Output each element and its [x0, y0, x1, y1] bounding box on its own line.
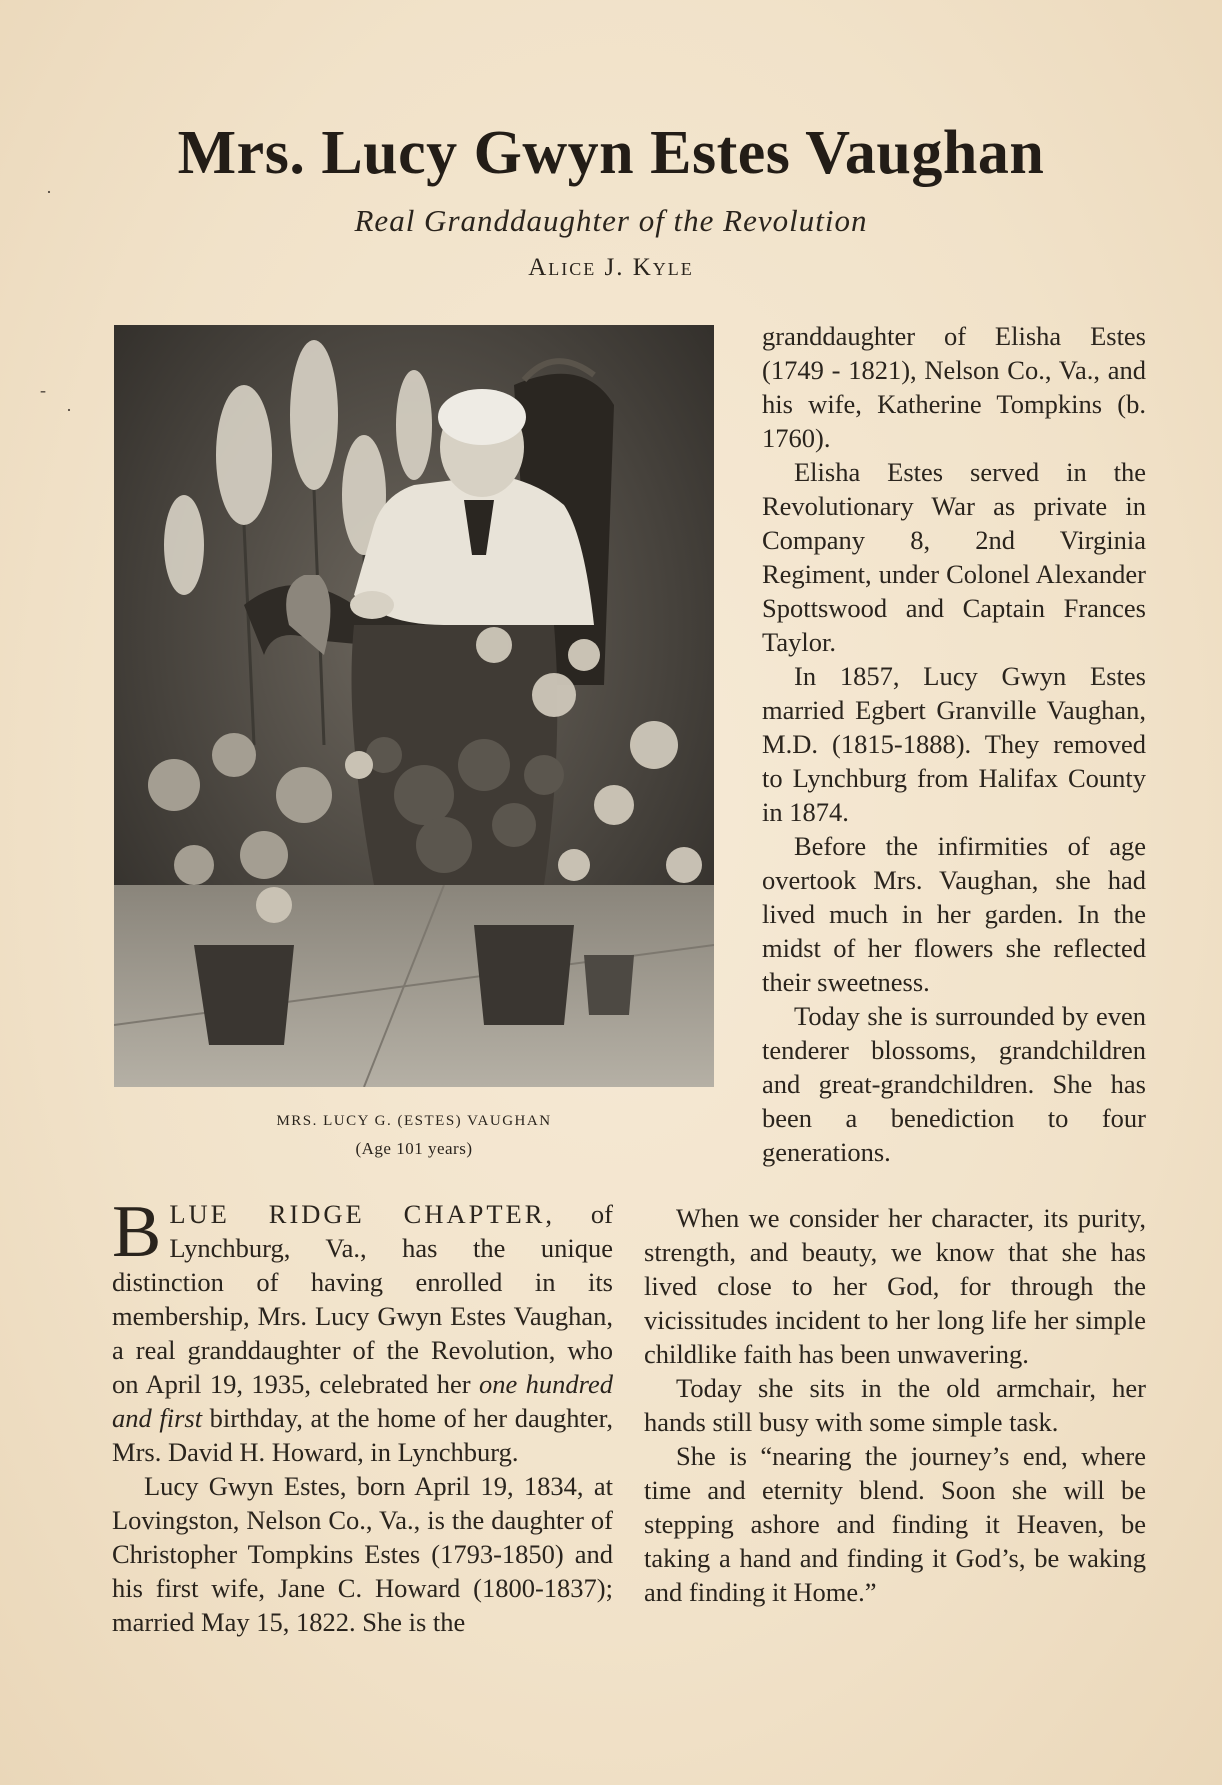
- lead-caps: LUE RIDGE CHAPTER,: [169, 1199, 556, 1229]
- caption-age: (Age 101 years): [355, 1139, 473, 1159]
- paragraph-text: birthday, at the home of her daughter, Mrs. David H. Howard, in Lynchburg.: [112, 1403, 613, 1467]
- article-title: Mrs. Lucy Gwyn Estes Vaughan: [177, 119, 1045, 187]
- paragraph: She is “nearing the journey’s end, where time and eternity blend. Soon she will be stepping ashore and finding it Heaven, be taking a hand and finding it God’s, be waking and finding it Home.”: [644, 1441, 1146, 1607]
- article-author: Alice J. Kyle: [528, 254, 694, 281]
- paragraph: Before the infirmities of age overtook Mrs. Vaughan, she had lived much in her garden. In the midst of her flowers she reflected their sweetness.: [762, 831, 1146, 997]
- paragraph-text: of Lynchburg, Va., has the unique distinction of having enrolled in its membership, Mrs. Lucy Gwyn Estes Vaughan, a real granddaughter of the Revolution, who on April 19, 1935, celebrated her: [112, 1199, 613, 1399]
- paragraph: Today she sits in the old armchair, her hands still busy with some simple task.: [644, 1373, 1146, 1437]
- paragraph: granddaughter of Elisha Estes (1749 - 1821), Nelson Co., Va., and his wife, Katherine Tompkins (b. 1760).: [762, 321, 1146, 453]
- paragraph: Elisha Estes served in the Revolutionary War as private in Company 8, 2nd Virginia Regiment, under Colonel Alexander Spottswood and Captain Frances Taylor.: [762, 457, 1146, 657]
- left-column: [112, 1191, 613, 1639]
- paragraph: When we consider her character, its purity, strength, and beauty, we know that she has lived close to her God, for through the vicissitudes incident to her long life her simple childlike faith has been unwavering.: [644, 1203, 1146, 1369]
- right-column-top: [762, 319, 1146, 1169]
- paragraph: Lucy Gwyn Estes, born April 19, 1834, at Lovingston, Nelson Co., Va., is the daughter of Christopher Tompkins Estes (1793-1850) and his first wife, Jane C. Howard (1800-1837); married May 15, 1822. She is the: [112, 1471, 613, 1637]
- paragraph: Today she is surrounded by even tenderer blossoms, grandchildren and great-grandchildren. She has been a benediction to four generations.: [762, 1001, 1146, 1167]
- margin-speck: -: [40, 380, 46, 400]
- portrait-photo: [114, 325, 714, 1087]
- margin-speck: ·: [46, 182, 52, 202]
- opening-paragraph: [112, 1191, 613, 1469]
- article-subtitle: Real Granddaughter of the Revolution: [354, 203, 868, 238]
- right-column-bottom: [644, 1201, 1146, 1609]
- italic-phrase: one hundred and first: [112, 1369, 613, 1433]
- photo-caption: [114, 1108, 714, 1164]
- drop-cap: B: [112, 1191, 162, 1273]
- paragraph: In 1857, Lucy Gwyn Estes married Egbert Granville Vaughan, M.D. (1815-1888). They removed to Lynchburg from Halifax County in 1874.: [762, 661, 1146, 827]
- caption-name: MRS. LUCY G. (ESTES) VAUGHAN: [276, 1113, 552, 1129]
- margin-speck: ·: [66, 400, 72, 420]
